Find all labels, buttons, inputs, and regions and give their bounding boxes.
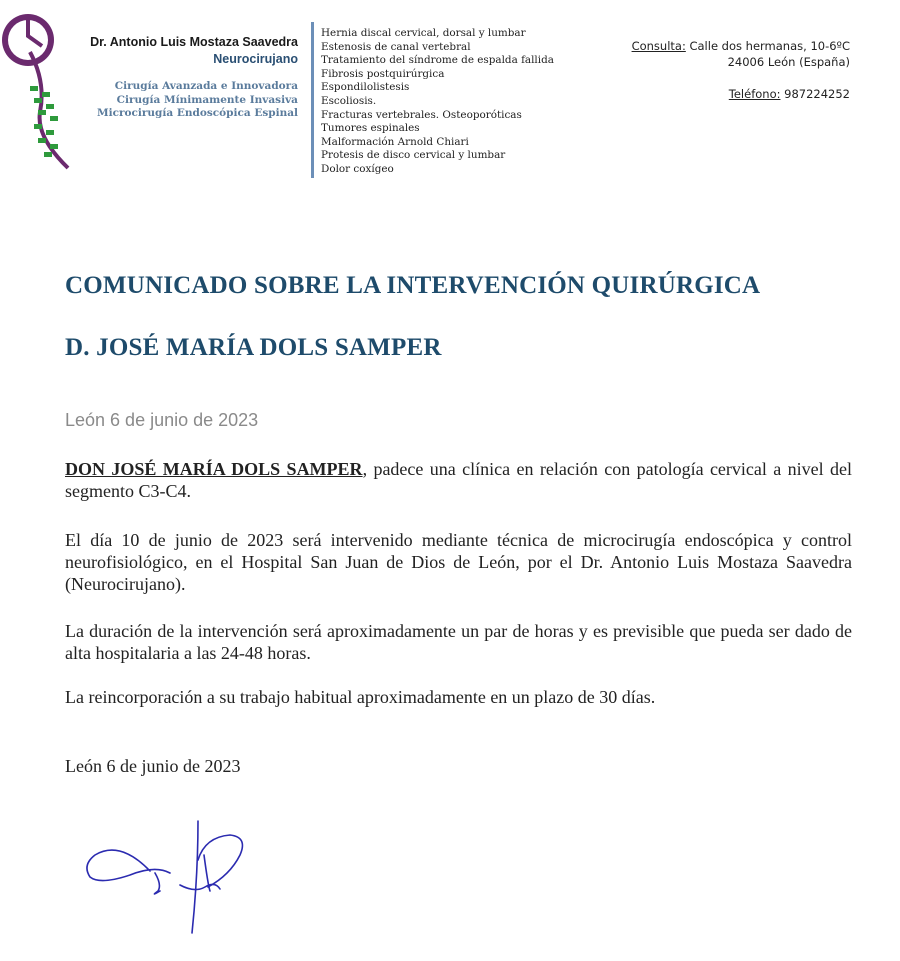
address: Calle dos hermanas, 10-6ºC [685, 39, 850, 53]
paragraph-diagnosis [65, 458, 852, 502]
services-list [321, 27, 554, 177]
service-item: Estenosis de canal vertebral [321, 40, 471, 53]
service-item: Dolor coxígeo [321, 162, 394, 175]
service-item: Hernia discal cervical, dorsal y lumbar [321, 27, 526, 39]
patient-heading: D. JOSÉ MARÍA DOLS SAMPER [65, 334, 442, 361]
address-line-2: 24006 León (España) [727, 55, 850, 69]
clinic-logo [0, 12, 80, 172]
service-item: Malformación Arnold Chiari [321, 135, 469, 148]
consulta-label: Consulta: [631, 39, 686, 53]
phone-line [632, 86, 850, 102]
taglines [82, 80, 298, 121]
signature-image [80, 815, 250, 940]
document-title: COMUNICADO SOBRE LA INTERVENCIÓN QUIRÚRGICA [65, 272, 761, 299]
phone-number: 987224252 [780, 87, 850, 101]
doctor-role: Neurocirujano [213, 52, 298, 66]
doctor-brand [82, 34, 298, 121]
paragraph-return: La reincorporación a su trabajo habitual aproximadamente en un plazo de 30 días. [65, 687, 656, 707]
tagline: Microcirugía Endoscópica Espinal [96, 107, 298, 119]
address-line-1 [632, 38, 850, 54]
service-item: Escoliosis. [321, 94, 377, 107]
header-divider [311, 22, 314, 178]
contact-info [632, 38, 850, 102]
phone-label: Teléfono: [728, 87, 781, 101]
paragraph-duration: La duración de la intervención será aproximadamente un par de horas y es previsible que pueda ser dado de alta hospitalaria a las 24-48 horas. [65, 621, 852, 663]
diagnosis-text: , padece una clínica en relación con patología cervical a nivel del segmento C3-C4. [65, 459, 853, 501]
service-item: Tumores espinales [321, 122, 420, 135]
service-item: Fracturas vertebrales. Osteoporóticas [321, 108, 522, 121]
tagline: Cirugía Mínimamente Invasiva [116, 93, 298, 106]
paragraph-intervention: El día 10 de junio de 2023 será intervenido mediante técnica de microcirugía endoscópica y control neurofisiológico, en el Hospital San Juan de Dios de León, por el Dr. Antonio Luis Mostaza Saavedra (Neurocirujano). [65, 530, 852, 594]
service-item: Protesis de disco cervical y lumbar [321, 149, 506, 162]
service-item: Tratamiento del síndrome de espalda fallida [321, 54, 554, 67]
date-bottom: León 6 de junio de 2023 [65, 756, 241, 776]
date-top: León 6 de junio de 2023 [65, 410, 259, 430]
service-item: Espondilolistesis [321, 81, 410, 94]
tagline: Cirugía Avanzada e Innovadora [114, 80, 298, 92]
doctor-name: Dr. Antonio Luis Mostaza Saavedra [90, 35, 298, 49]
patient-name: DON JOSÉ MARÍA DOLS SAMPER [65, 459, 363, 479]
service-item: Fibrosis postquirúrgica [321, 67, 445, 80]
